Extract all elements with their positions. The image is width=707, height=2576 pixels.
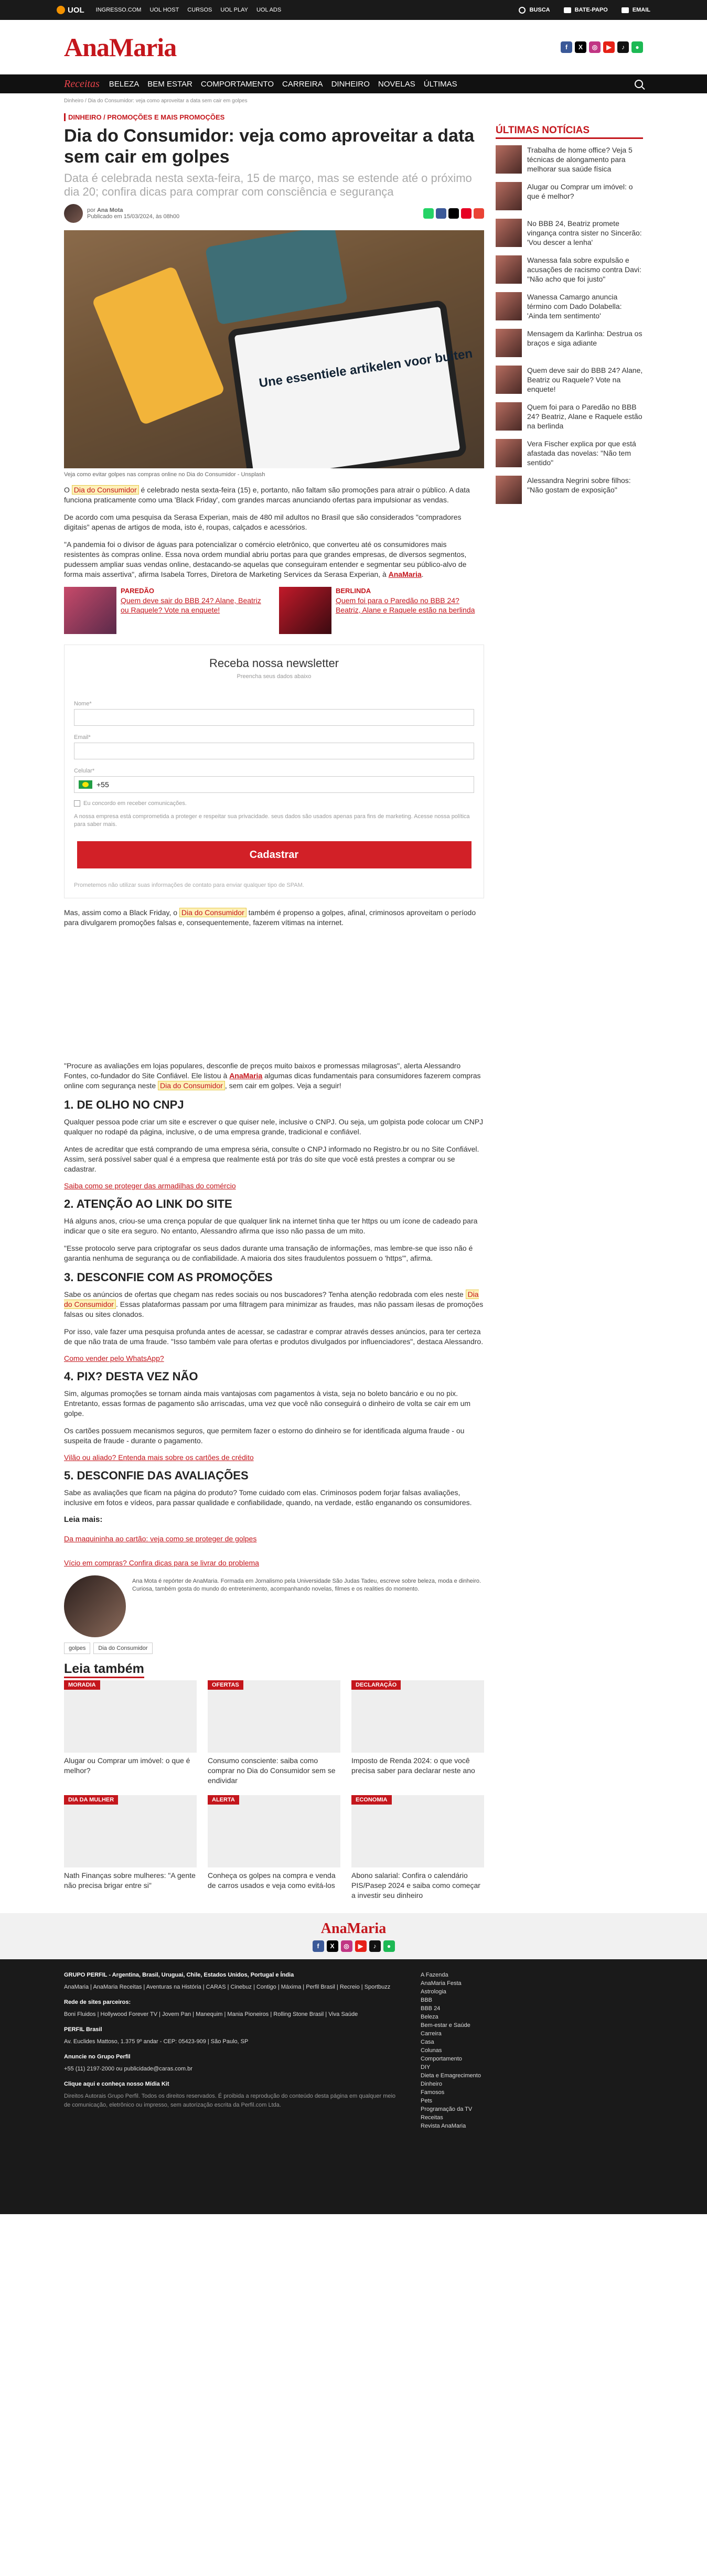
- brazil-flag-icon[interactable]: [79, 780, 92, 789]
- sidebar-item[interactable]: Alessandra Negrini sobre filhos: "Não gostam de exposição": [496, 476, 643, 504]
- sidebar-title: ÚLTIMAS NOTÍCIAS: [496, 125, 643, 139]
- uol-link[interactable]: UOL HOST: [149, 7, 179, 13]
- spotify-icon[interactable]: ●: [631, 41, 643, 53]
- pinterest-icon[interactable]: [461, 208, 472, 219]
- footer-link[interactable]: Beleza: [421, 2014, 438, 2020]
- uol-link[interactable]: CURSOS: [187, 7, 212, 13]
- card-image: DIA DA MULHER: [64, 1795, 197, 1867]
- footer-link[interactable]: DIY: [421, 2064, 431, 2070]
- paragraph: "Procure as avaliações em lojas populares, desconfie de preços muito baixos e promessas milagrosas", alerta Alessandro Fontes, co-fundador do Site Confiável. Ele listou à AnaMaria algumas dicas fundamentais para consumidores fazerem compras online com segurança neste Dia do Consumidor , sem cair em golpes. Veja a seguir!: [64, 1061, 481, 1090]
- newsletter-form: Receba nossa newsletter Preencha seus dados abaixo Nome* Email* Celular* +55 Eu concordo em receber comunicações. A nossa empresa está comprometida a proteger e respeitar sua privacidade. seus dados são usados apenas para fins de marketing. Acesse nossa política para saber mais. Cadastrar Prometemos não utilizar suas informações de contato para enviar qualquer tipo de SPAM.: [64, 645, 484, 898]
- inline-link[interactable]: Vício em compras? Confira dicas para se livrar do problema: [64, 1559, 259, 1567]
- footer-link[interactable]: Famosos: [421, 2089, 445, 2096]
- read-also-grid: [64, 1680, 484, 1901]
- section-heading: 1. DE OLHO NO CNPJ: [64, 1098, 184, 1111]
- section-heading: 2. ATENÇÃO AO LINK DO SITE: [64, 1197, 232, 1210]
- checkbox-icon[interactable]: [74, 800, 80, 807]
- newsletter-title: Receba nossa newsletter: [209, 657, 339, 670]
- uol-link[interactable]: UOL ADS: [256, 7, 282, 13]
- thumbnail: [496, 329, 522, 357]
- uol-link[interactable]: UOL PLAY: [220, 7, 248, 13]
- footer-social: [313, 1940, 395, 1952]
- footer-group: GRUPO PERFIL - Argentina, Brasil, Uruguai, Chile, Estados Unidos, Portugal e Índia: [64, 1972, 294, 1978]
- footer-network[interactable]: Boni Fluidos | Hollywood Forever TV | Jovem Pan | Manequim | Mania Pioneiros | Rolling Stone Brasil | Viva Saúde: [64, 2011, 358, 2017]
- paragraph: Mas, assim como a Black Friday, o Dia do Consumidor também é propenso a golpes, afinal, criminosos aproveitam o período para divulgarem promoções falsas e, consequentemente, fazerem vítimas na internet.: [64, 908, 476, 927]
- paragraph: Por isso, vale fazer uma pesquisa profunda antes de acessar, se cadastrar e comprar através desses anúncios, para ter certeza de que não trata de uma fraude. "Isso também vale para ofertas e produtos divulgados por influenciadores", destaca Alessandro.: [64, 1327, 484, 1346]
- card-image: ALERTA: [208, 1795, 340, 1867]
- x-icon[interactable]: X: [575, 41, 586, 53]
- footer-link[interactable]: AnaMaria Festa: [421, 1980, 462, 1987]
- image-caption: Veja como evitar golpes nas compras online no Dia do Consumidor - Unsplash: [64, 471, 265, 478]
- footer-network-title: Rede de sites parceiros:: [64, 1999, 131, 2005]
- uol-links: [96, 7, 282, 13]
- inline-link[interactable]: Vilão ou aliado? Entenda mais sobre os cartões de crédito: [64, 1453, 254, 1462]
- paragraph: De acordo com uma pesquisa da Serasa Experian, mais de 480 mil adultos no Brasil que são considerados "compradores digitais" apenas de artigos de moda, isto é, roupas, calçados e acessórios.: [64, 513, 462, 531]
- uol-chat[interactable]: BATE-PAPO: [564, 7, 608, 13]
- author-box: [64, 1575, 484, 1637]
- email-field[interactable]: [74, 743, 474, 759]
- paragraph: Antes de acreditar que está comprando de uma empresa séria, consulte o CNPJ informado no Registro.br ou no Site Confiável. Assim, será possível saber qual é a empresa que realmente está por trás do site que você está prestes a comprar ou se cadastrar.: [64, 1145, 479, 1173]
- uol-search[interactable]: BUSCA: [519, 7, 550, 14]
- paragraph: Sabe os anúncios de ofertas que chegam nas redes sociais ou nos buscadores? Tenha atenção redobrada com eles neste Dia do Consumidor . Essas plataformas passam por uma filtragem para minimizar as fraudes, mas não passam ilesas de promoções falsas ou sites clonados.: [64, 1290, 484, 1318]
- facebook-icon[interactable]: [436, 208, 446, 219]
- paragraph: Os cartões possuem mecanismos seguros, que permitem fazer o estorno do dinheiro se for identificada alguma fraude - ou suspeita de fraude - durante o pagamento.: [64, 1426, 465, 1445]
- thumbnail: [496, 145, 522, 174]
- author-avatar[interactable]: [64, 1575, 126, 1637]
- footer-link[interactable]: A Fazenda: [421, 1972, 448, 1978]
- phone-field[interactable]: +55: [74, 776, 474, 793]
- footer-links: [421, 1971, 481, 2193]
- related-image: [279, 587, 331, 634]
- keyword-link[interactable]: Dia do Consumidor: [179, 908, 247, 917]
- read-also-card[interactable]: DECLARAÇÃO Imposto de Renda 2024: o que você precisa saber para declarar neste ano: [351, 1680, 484, 1786]
- related-links: [64, 587, 484, 634]
- section-heading: 3. DESCONFIE COM AS PROMOÇÕES: [64, 1271, 273, 1284]
- footer-link[interactable]: Astrologia: [421, 1989, 446, 1995]
- keyword-link[interactable]: Dia do Consumidor: [158, 1081, 225, 1090]
- byline-text: por Ana Mota Publicado em 15/03/2024, às 08h00: [87, 207, 180, 220]
- tag-list: [64, 1643, 484, 1654]
- nav-item-bem-estar[interactable]: BEM ESTAR: [147, 79, 192, 89]
- avatar: [64, 204, 83, 223]
- nav-item-dinheiro[interactable]: DINHEIRO: [331, 79, 370, 89]
- nav-item-beleza[interactable]: BELEZA: [109, 79, 140, 89]
- nav-items: [109, 80, 457, 89]
- sidebar-item[interactable]: Quem deve sair do BBB 24? Alane, Beatriz ou Raquele? Vote na enquete!: [496, 366, 643, 394]
- x-icon[interactable]: X: [327, 1940, 338, 1952]
- footer: [0, 1959, 707, 2214]
- card-image: MORADIA: [64, 1680, 197, 1753]
- newsletter-subtitle: Preencha seus dados abaixo: [237, 673, 312, 680]
- related-card[interactable]: BERLINDA Quem foi para o Paredão no BBB 24? Beatriz, Alane e Raquele estão na berlinda: [279, 587, 484, 634]
- newsletter-disclaimer: Prometemos não utilizar suas informações de contato para enviar qualquer tipo de SPAM.: [74, 882, 304, 888]
- x-icon[interactable]: [448, 208, 459, 219]
- instagram-icon[interactable]: ◎: [341, 1940, 352, 1952]
- footer-left: [64, 1971, 400, 2193]
- uol-right: [519, 7, 650, 14]
- uol-dot-icon: [57, 6, 65, 14]
- read-also-card[interactable]: DIA DA MULHER Nath Finanças sobre mulheres: "A gente não precisa brigar entre si": [64, 1795, 197, 1901]
- footer-link[interactable]: BBB: [421, 1997, 433, 2003]
- read-also-card[interactable]: OFERTAS Consumo consciente: saiba como comprar no Dia do Consumidor sem se endividar: [208, 1680, 340, 1786]
- thumbnail: [496, 292, 522, 320]
- thumbnail: [496, 476, 522, 504]
- paragraph: "A pandemia foi o divisor de águas para potencializar o comércio eletrônico, que converteu até os consumidores mais resistentes às compras online. Essa nova ordem mundial abriu portas para que grandes empresas, de diversos segmentos, pudessem ampliar suas vendas online, destacando-se aquelas que conseguiram entender e segmentar seu público-alvo de forma mais assertiva", afirma Isabela Torres, Diretora de Marketing Services da Serasa Experian, à AnaMaria.: [64, 540, 467, 578]
- uol-topbar: [0, 0, 707, 20]
- thumbnail: [496, 439, 522, 467]
- uol-email[interactable]: EMAIL: [622, 7, 650, 13]
- search-icon[interactable]: [635, 80, 643, 88]
- section-heading: 4. PIX? DESTA VEZ NÃO: [64, 1370, 198, 1383]
- hero-image: [64, 230, 484, 468]
- nav-item-carreira[interactable]: CARREIRA: [282, 79, 323, 89]
- instagram-icon[interactable]: ◎: [589, 41, 601, 53]
- ad-space: [64, 935, 484, 1061]
- brand-header: [0, 20, 707, 74]
- read-also-card[interactable]: ECONOMIA Abono salarial: Confira o calendário PIS/Pasep 2024 e saiba como começar a investir seu dinheiro: [351, 1795, 484, 1901]
- footer-link[interactable]: Carreira: [421, 2031, 442, 2037]
- related-image: [64, 587, 116, 634]
- share-buttons: [423, 208, 484, 219]
- byline: [64, 204, 484, 223]
- sidebar-item[interactable]: Wanessa Camargo anuncia término com Dado Dolabella: 'Ainda tem sentimento': [496, 292, 643, 320]
- read-also-card[interactable]: ALERTA Conheça os golpes na compra e venda de carros usados e veja como evitá-los: [208, 1795, 340, 1901]
- sidebar-item[interactable]: Wanessa fala sobre expulsão e acusações de racismo contra Davi: "Não acho que foi justo": [496, 255, 643, 284]
- sidebar-latest: [496, 93, 643, 1913]
- footer-media-kit[interactable]: Clique aqui e conheça nosso Mídia Kit: [64, 2081, 169, 2087]
- main-nav: [0, 74, 707, 93]
- youtube-icon[interactable]: ▶: [603, 41, 615, 53]
- sidebar-item[interactable]: Vera Fischer explica por que está afastada das novelas: "Não tem sentido": [496, 439, 643, 467]
- footer-advertise: Anuncie no Grupo Perfil: [64, 2054, 131, 2060]
- publish-date: Publicado em 15/03/2024, às 08h00: [87, 213, 180, 220]
- author-bio: Ana Mota é repórter de AnaMaria. Formada em Jornalismo pela Universidade São Judas Tadeu, escreve sobre beleza, moda e dinheiro. Curiosa, também gosta do mundo do entretenimento, acompanhando novelas, filmes e os realities do momento.: [132, 1578, 481, 1592]
- thumbnail: [496, 255, 522, 284]
- whatsapp-icon[interactable]: [423, 208, 434, 219]
- tag[interactable]: Dia do Consumidor: [93, 1643, 152, 1654]
- uol-link[interactable]: INGRESSO.COM: [95, 7, 142, 13]
- footer-contact: +55 (11) 2197-2000 ou publicidade@caras.com.br: [64, 2066, 192, 2072]
- privacy-note: A nossa empresa está comprometida a proteger e respeitar sua privacidade. seus dados são usados apenas para fins de marketing. Acesse nossa política para saber mais.: [74, 813, 470, 828]
- thumbnail: [496, 182, 522, 210]
- nav-item-novelas[interactable]: NOVELAS: [378, 79, 415, 89]
- thumbnail: [496, 366, 522, 394]
- credit-card-image: [205, 230, 348, 325]
- footer-link[interactable]: Programação da TV: [421, 2106, 473, 2112]
- page-body: [0, 93, 707, 1913]
- footer-link[interactable]: Comportamento: [421, 2056, 462, 2062]
- sidebar-item[interactable]: No BBB 24, Beatriz promete vingança contra sister no Sincerão: 'Vou descer a lenha': [496, 219, 643, 247]
- footer-link[interactable]: Colunas: [421, 2047, 442, 2054]
- card-image: OFERTAS: [208, 1680, 340, 1753]
- brand-link[interactable]: AnaMaria: [388, 570, 422, 578]
- tiktok-icon[interactable]: ♪: [617, 41, 629, 53]
- sidebar-item[interactable]: Alugar ou Comprar um imóvel: o que é melhor?: [496, 182, 643, 210]
- inline-link[interactable]: Da maquininha ao cartão: veja como se proteger de golpes: [64, 1534, 257, 1543]
- name-field[interactable]: [74, 709, 474, 726]
- paragraph: Sim, algumas promoções se tornam ainda mais vantajosas com pagamentos à vista, seja no boleto bancário e ou no pix. Entretanto, essas formas de pagamento são arriscadas, uma vez que você não conseguirá o dinheiro de volta se cair em um golpe.: [64, 1389, 471, 1418]
- youtube-icon[interactable]: ▶: [355, 1940, 367, 1952]
- footer-logo[interactable]: AnaMaria: [320, 1920, 387, 1937]
- article-kicker[interactable]: DINHEIRO / PROMOÇÕES E MAIS PROMOÇÕES: [64, 113, 484, 121]
- keyword-link[interactable]: Dia do Consumidor: [64, 1290, 479, 1308]
- sidebar-item[interactable]: Mensagem da Karlinha: Destrua os braços e siga adiante: [496, 329, 643, 357]
- consent-checkbox[interactable]: Eu concordo em receber comunicações.: [74, 800, 474, 807]
- footer-link[interactable]: Receitas: [421, 2115, 443, 2121]
- footer-link[interactable]: Pets: [421, 2098, 433, 2104]
- footer-link[interactable]: Casa: [421, 2039, 434, 2045]
- brand-link[interactable]: AnaMaria: [229, 1071, 263, 1080]
- author-link[interactable]: Ana Mota: [97, 207, 123, 213]
- subscribe-button[interactable]: Cadastrar: [77, 841, 472, 868]
- brand-logo[interactable]: AnaMaria: [64, 32, 177, 62]
- sidebar-item[interactable]: Quem foi para o Paredão no BBB 24? Beatriz, Alane e Raquele estão na berlinda: [496, 402, 643, 431]
- paragraph: O Dia do Consumidor é celebrado nesta sexta-feira (15) e, portanto, não faltam são promoções para atrair o público. A data funciona praticamente como uma 'Black Friday', com grandes marcas anunciando ofertas para impulsionar as vendas.: [64, 486, 470, 504]
- tablet-text: Une essentiele artikelen voor buiten: [258, 346, 474, 391]
- tag[interactable]: golpes: [64, 1643, 90, 1654]
- read-more-label: Leia mais:: [64, 1515, 103, 1524]
- email-icon: [622, 7, 629, 13]
- paragraph: Há alguns anos, criou-se uma crença popular de que qualquer link na internet tinha que ter https ou um ícone de cadeado para indicar que o site era seguro. No entanto, Alessandro afirma que isso não passa de um mito.: [64, 1217, 478, 1235]
- article: [64, 93, 484, 1913]
- section-heading: 5. DESCONFIE DAS AVALIAÇÕES: [64, 1469, 249, 1482]
- breadcrumb[interactable]: Dinheiro / Dia do Consumidor: veja como aproveitar a data sem cair em golpes: [64, 98, 248, 104]
- paragraph: "Esse protocolo serve para criptografar os seus dados durante uma transação de informações, mas lembre-se que isso não é garantia nenhuma de segurança ou de confiabilidade. A maioria dos sites fraudulentos possuem o 'https'", afirma.: [64, 1244, 473, 1262]
- facebook-icon[interactable]: f: [561, 41, 572, 53]
- footer-address: Av. Euclides Mattoso, 1.375 9º andar - CEP: 05423-909 | São Paulo, SP: [64, 2038, 249, 2045]
- social-links: [561, 41, 643, 53]
- read-also-card[interactable]: MORADIA Alugar ou Comprar um imóvel: o que é melhor?: [64, 1680, 197, 1786]
- gmail-icon[interactable]: [474, 208, 484, 219]
- footer-brands[interactable]: AnaMaria | AnaMaria Receitas | Aventuras na História | CARAS | Cinebuz | Contigo | Máxima | Perfil Brasil | Recreio | Sportbuzz: [64, 1984, 391, 1990]
- read-also-title: Leia também: [64, 1661, 144, 1678]
- nav-receitas[interactable]: Receitas: [64, 78, 100, 90]
- spotify-icon[interactable]: ●: [383, 1940, 395, 1952]
- paragraph: Qualquer pessoa pode criar um site e escrever o que quiser nele, inclusive o CNPJ. Ou seja, um golpista pode colocar um CNPJ qualquer no rodapé da página, inclusive, o de uma empresa grande, tradicional e confiável.: [64, 1118, 484, 1136]
- footer-link[interactable]: Bem-estar e Saúde: [421, 2022, 470, 2028]
- nav-item-ultimas[interactable]: ÚLTIMAS: [423, 79, 457, 89]
- related-card[interactable]: PAREDÃO Quem deve sair do BBB 24? Alane, Beatriz ou Raquele? Vote na enquete!: [64, 587, 269, 634]
- article-subtitle: Data é celebrada nesta sexta-feira, 15 de março, mas se estende até o próximo dia 20; confira dicas para comprar com consciência e segurança: [64, 171, 472, 198]
- footer-link[interactable]: Dieta e Emagrecimento: [421, 2073, 481, 2079]
- chat-icon: [564, 7, 571, 13]
- footer-link[interactable]: Revista AnaMaria: [421, 2123, 466, 2129]
- nav-item-comportamento[interactable]: COMPORTAMENTO: [200, 79, 274, 89]
- facebook-icon[interactable]: f: [313, 1940, 324, 1952]
- paragraph: Sabe as avaliações que ficam na página do produto? Tome cuidado com elas. Criminosos podem forjar falsas avaliações, inclusive em fotos e vídeos, para passar qualidade e confiabilidade, quando, na verdade, estão enganando os consumidores.: [64, 1488, 472, 1507]
- card-image: DECLARAÇÃO: [351, 1680, 484, 1753]
- footer-rights: Direitos Autorais Grupo Perfil. Todos os direitos reservados. É proibida a reprodução do conteúdo desta página em qualquer meio de comunicação, eletrônico ou impresso, sem autorização escrita da Perfil.com Ltda.: [64, 2093, 396, 2108]
- article-title: Dia do Consumidor: veja como aproveitar a data sem cair em golpes: [64, 126, 475, 167]
- footer-link[interactable]: Dinheiro: [421, 2081, 442, 2087]
- inline-link[interactable]: Como vender pelo WhatsApp?: [64, 1354, 164, 1362]
- keyword-link[interactable]: Dia do Consumidor: [72, 485, 139, 495]
- thumbnail: [496, 219, 522, 247]
- inline-link[interactable]: Saiba como se proteger das armadilhas do comércio: [64, 1182, 236, 1190]
- footer-link[interactable]: BBB 24: [421, 2005, 441, 2012]
- credit-card-image: [91, 266, 225, 426]
- footer-brand: [0, 1913, 707, 1959]
- uol-logo[interactable]: UOL: [57, 6, 84, 15]
- card-image: ECONOMIA: [351, 1795, 484, 1867]
- tiktok-icon[interactable]: ♪: [369, 1940, 381, 1952]
- search-icon: [519, 7, 526, 14]
- sidebar-item[interactable]: Trabalha de home office? Veja 5 técnicas de alongamento para melhorar sua saúde física: [496, 145, 643, 174]
- thumbnail: [496, 402, 522, 431]
- footer-company: PERFIL Brasil: [64, 2026, 102, 2033]
